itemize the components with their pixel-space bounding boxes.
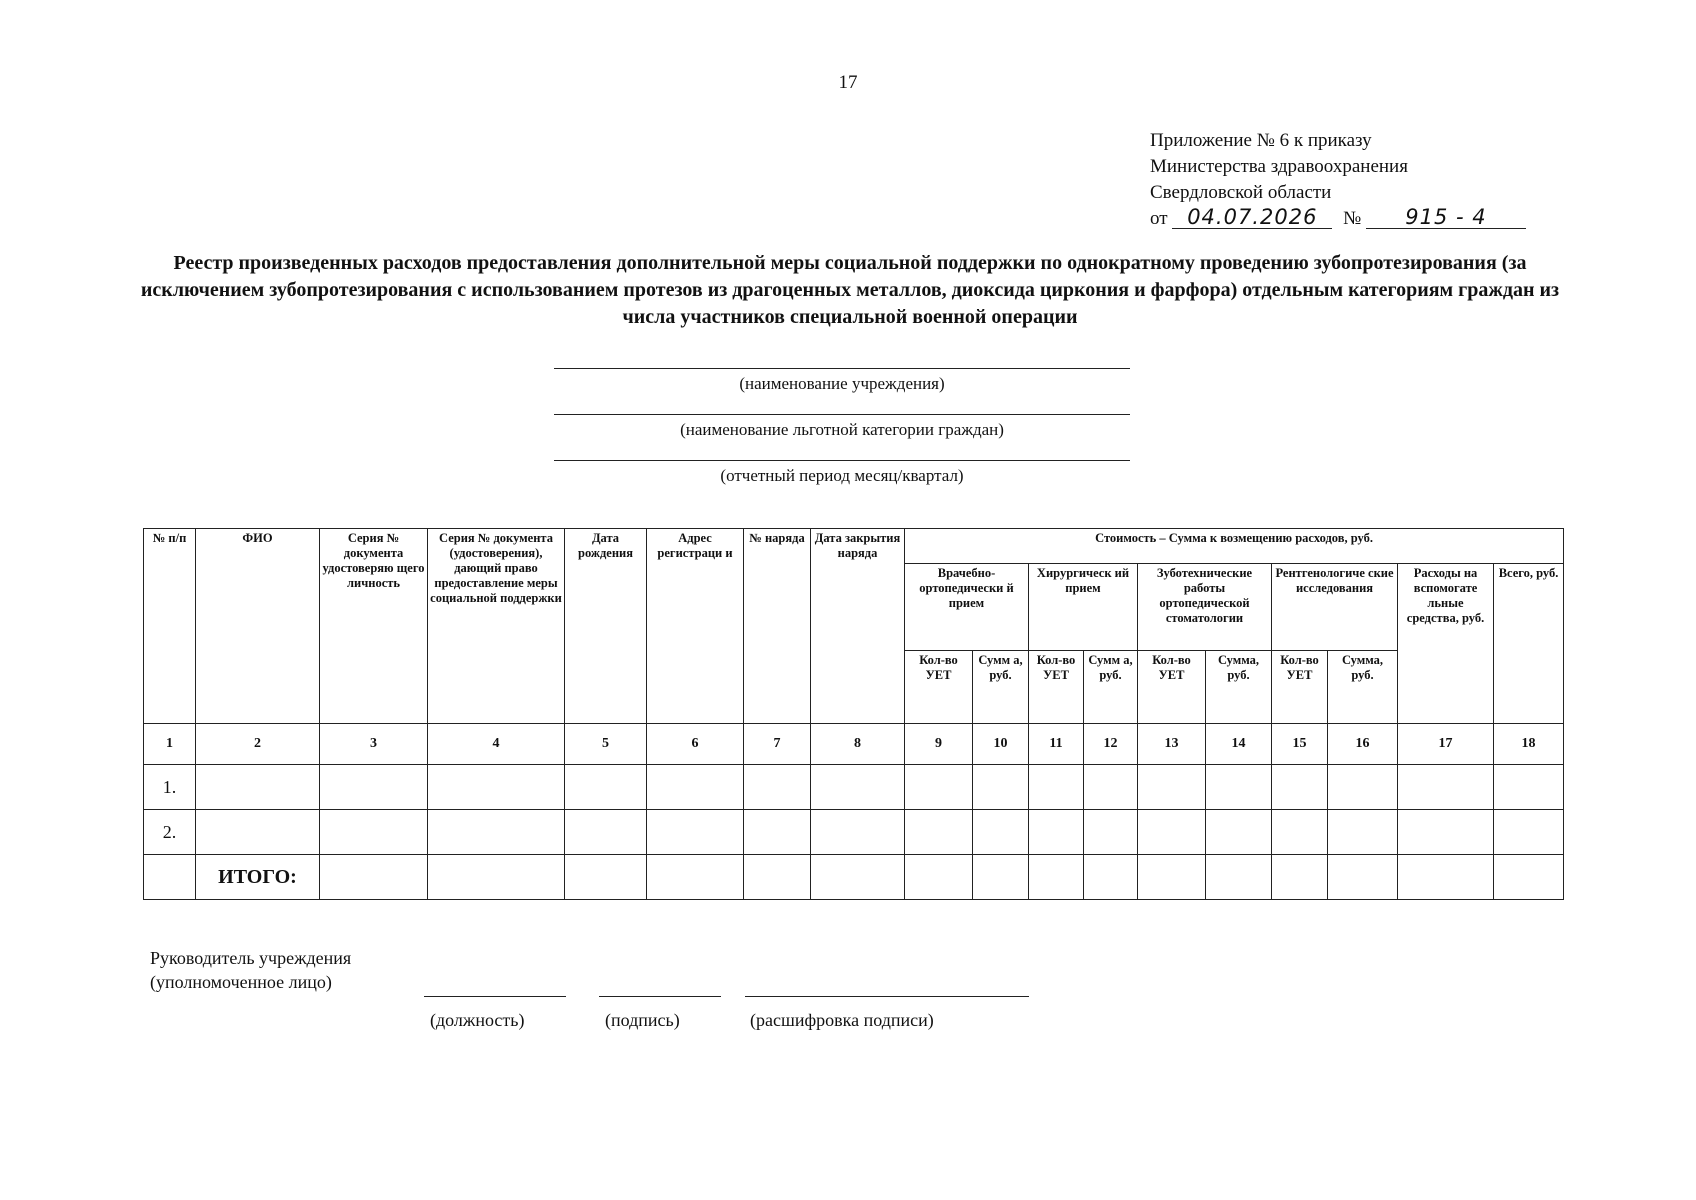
header-sum-12: Сумм а, руб. [1084,651,1138,724]
signature-line [599,996,721,997]
table-cell [973,855,1029,900]
header-right-document: Серия № документа (удостоверения), дающий право предоставление меры социальной поддержки [428,529,565,724]
signer-block [150,946,351,994]
header-qty-15: Кол-во УЕТ [1272,651,1328,724]
order-number: 915 - 4 [1366,206,1526,229]
row-number: 1. [144,765,196,810]
table-cell [905,765,973,810]
row-number: 2. [144,810,196,855]
table-cell [196,810,320,855]
table-cell [428,855,565,900]
decoding-line [745,996,1029,997]
header-order-no: № наряда [744,529,811,724]
column-number: 11 [1029,724,1084,765]
date-prefix: от [1150,208,1168,229]
table-cell [1494,810,1564,855]
column-number: 17 [1398,724,1494,765]
table-cell [1494,765,1564,810]
signer-subtitle: (уполномоченное лицо) [150,972,332,992]
total-label: ИТОГО: [196,855,320,900]
table-cell [647,810,744,855]
table-cell [1029,810,1084,855]
table-cell [905,810,973,855]
header-sum-14: Сумма, руб. [1206,651,1272,724]
table-cell [744,855,811,900]
column-number: 7 [744,724,811,765]
appendix-block [1150,128,1526,232]
column-number: 9 [905,724,973,765]
column-number: 14 [1206,724,1272,765]
table-cell [1138,810,1206,855]
page-number: 17 [838,72,858,93]
header-ortho-visit: Врачебно-ортопедически й прием [905,564,1029,651]
position-caption: (должность) [430,1010,525,1030]
header-birth-date: Дата рождения [565,529,647,724]
header-address: Адрес регистраци и [647,529,744,724]
table-cell [565,855,647,900]
table-cell [320,855,428,900]
decoding-caption: (расшифровка подписи) [750,1010,934,1030]
header-sum-10: Сумм а, руб. [973,651,1029,724]
table-cell [565,765,647,810]
header-auxiliary: Расходы на вспомогате льные средства, руб. [1398,564,1494,724]
appendix-date-number [1150,206,1526,232]
table-cell [811,855,905,900]
table-row [144,765,1564,810]
institution-line [554,368,1130,369]
column-number-row [144,724,1564,765]
table-cell [1398,855,1494,900]
table-cell [1398,765,1494,810]
column-number: 8 [811,724,905,765]
table-cell [1138,765,1206,810]
appendix-line-3: Свердловской области [1150,182,1332,203]
category-line [554,414,1130,415]
category-caption: (наименование льготной категории граждан) [680,420,1004,439]
column-number: 16 [1328,724,1398,765]
table-cell [811,765,905,810]
table-row [144,810,1564,855]
table-cell [1029,855,1084,900]
table-cell [1206,765,1272,810]
registry-table [143,528,1564,900]
position-line [424,996,566,997]
header-xray: Рентгенологиче ские исследования [1272,564,1398,651]
total-row [144,855,1564,900]
signer-title: Руководитель учреждения [150,948,352,968]
header-qty-9: Кол-во УЕТ [905,651,973,724]
header-dental-works: Зуботехнические работы ортопедической стоматологии [1138,564,1272,651]
table-cell [1398,810,1494,855]
number-prefix: № [1343,208,1362,229]
column-number: 3 [320,724,428,765]
table-cell [1272,810,1328,855]
document-title: Реестр произведенных расходов предоставления дополнительной меры социальной поддержки по однократному проведению зубопротезирования (за исключением зубопротезирования с использованием протезов из драгоценных металлов, диоксида циркония и фарфора) отдельным категориям граждан из числа участников специальной военной операции [140,252,1560,328]
header-sum-16: Сумма, руб. [1328,651,1398,724]
table-cell [905,855,973,900]
table-cell [1328,765,1398,810]
table-cell [428,765,565,810]
column-number: 5 [565,724,647,765]
period-line [554,460,1130,461]
column-number: 1 [144,724,196,765]
header-row-1 [144,529,1564,564]
header-qty-13: Кол-во УЕТ [1138,651,1206,724]
appendix-line-1: Приложение № 6 к приказу [1150,130,1372,151]
table-cell [1084,810,1138,855]
table-cell [565,810,647,855]
signature-caption: (подпись) [605,1010,680,1030]
header-id-document: Серия № документа удостоверяю щего личность [320,529,428,724]
header-fio: ФИО [196,529,320,724]
table-cell [973,765,1029,810]
table-cell [647,765,744,810]
header-no: № п/п [144,529,196,724]
table-cell [1084,765,1138,810]
table-cell [1328,810,1398,855]
column-number: 15 [1272,724,1328,765]
table-cell [1029,765,1084,810]
table-cell [1206,855,1272,900]
header-surgery-visit: Хирургическ ий прием [1029,564,1138,651]
table-cell [1328,855,1398,900]
table-cell [744,810,811,855]
table-cell [320,810,428,855]
table-cell [647,855,744,900]
institution-caption: (наименование учреждения) [739,374,945,393]
column-number: 10 [973,724,1029,765]
header-total: Всего, руб. [1494,564,1564,724]
header-qty-11: Кол-во УЕТ [1029,651,1084,724]
column-number: 6 [647,724,744,765]
column-number: 18 [1494,724,1564,765]
table-cell [811,810,905,855]
table-cell [1206,810,1272,855]
table-cell [744,765,811,810]
table-cell [144,855,196,900]
header-cost-group: Стоимость – Сумма к возмещению расходов, руб. [905,529,1564,564]
period-caption: (отчетный период месяц/квартал) [720,466,964,485]
column-number: 13 [1138,724,1206,765]
table-cell [428,810,565,855]
table-cell [1084,855,1138,900]
table-cell [1272,855,1328,900]
table-cell [1494,855,1564,900]
table-cell [973,810,1029,855]
appendix-line-2: Министерства здравоохранения [1150,156,1408,177]
table-cell [1138,855,1206,900]
table-cell [1272,765,1328,810]
column-number: 4 [428,724,565,765]
table-cell [196,765,320,810]
column-number: 2 [196,724,320,765]
column-number: 12 [1084,724,1138,765]
header-close-date: Дата закрытия наряда [811,529,905,724]
order-date: 04.07.2026 [1172,206,1332,229]
table-cell [320,765,428,810]
